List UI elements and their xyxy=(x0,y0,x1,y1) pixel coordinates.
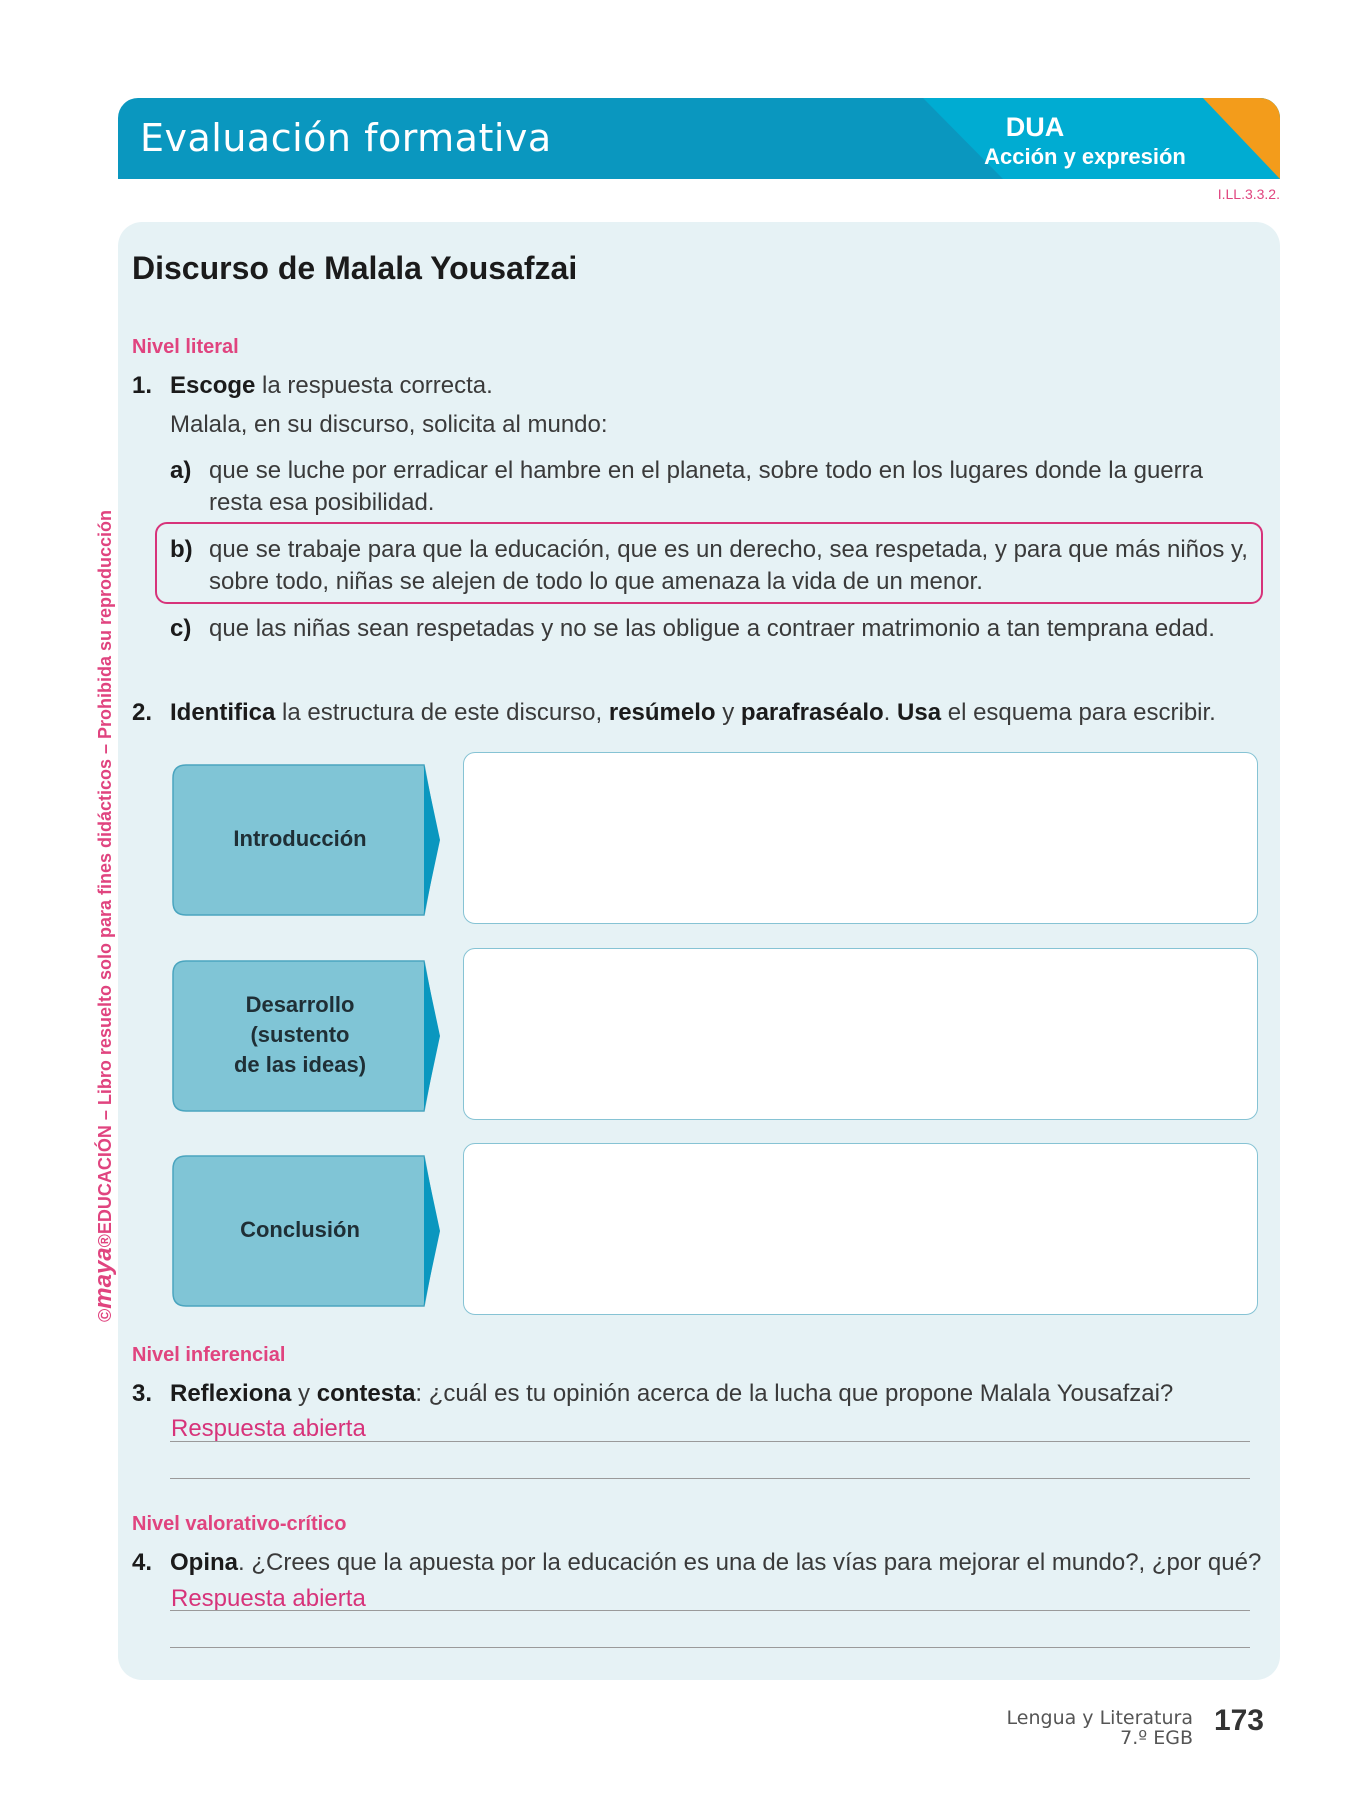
question-3-verb-1: Reflexiona xyxy=(170,1380,292,1407)
dua-title: DUA xyxy=(1005,112,1065,142)
level-inferencial-label: Nivel inferencial xyxy=(132,1344,286,1366)
answer-line xyxy=(170,1647,1250,1648)
option-a-text[interactable]: que se luche por erradicar el hambre en el planeta, sobre todo en los lugares donde la guerra resta esa posibilidad. xyxy=(209,457,1203,516)
scheme-answer-box-desarrollo[interactable] xyxy=(463,948,1258,1120)
question-4-text: . ¿Crees que la apuesta por la educación es una de las vías para mejorar el mundo?, ¿por qué? xyxy=(238,1549,1262,1576)
footer-subject-name: Lengua y Literatura xyxy=(1006,1707,1193,1729)
question-4-answer[interactable]: Respuesta abierta xyxy=(171,1585,366,1612)
option-c-text[interactable]: que las niñas sean respetadas y no se las obligue a contraer matrimonio a tan temprana edad. xyxy=(209,615,1215,642)
scheme-answer-box-conclusion[interactable] xyxy=(463,1143,1258,1315)
copyright-text: ®EDUCACIÓN – Libro resuelto solo para fines didácticos – Prohibida su reproducción xyxy=(95,509,115,1248)
section-title: Evaluación formativa xyxy=(140,116,552,160)
question-1-rest: la respuesta correcta. xyxy=(255,372,493,399)
question-3-answer[interactable]: Respuesta abierta xyxy=(171,1415,366,1442)
question-2-text-3: . xyxy=(883,699,898,726)
question-3-prompt xyxy=(170,1380,1173,1408)
scheme-label-desarrollo xyxy=(172,960,422,1110)
question-1-prompt xyxy=(170,372,493,400)
option-b-text[interactable]: que se trabaje para que la educación, que es un derecho, sea respetada, y para que más niños y, sobre todo, niñas se alejen de todo lo que amenaza la vida de un menor. xyxy=(209,536,1248,595)
question-2-verb-2: resúmelo xyxy=(608,699,716,726)
question-4-prompt xyxy=(170,1549,1261,1577)
scheme-label-text: Conclusión xyxy=(240,1217,360,1242)
option-a-letter: a) xyxy=(170,457,192,484)
page-number: 173 xyxy=(1213,1704,1264,1737)
question-1-verb: Escoge xyxy=(170,372,256,399)
activity-title: Discurso de Malala Yousafzai xyxy=(132,250,578,286)
answer-line xyxy=(170,1478,1250,1479)
copyright-symbol: © xyxy=(95,1308,115,1322)
option-c-letter: c) xyxy=(170,615,192,642)
question-1-number: 1. xyxy=(132,372,153,399)
question-2-verb-3: parafraséalo xyxy=(740,699,884,726)
footer-grade: 7.º EGB xyxy=(1120,1727,1193,1749)
level-literal-label: Nivel literal xyxy=(132,336,239,358)
question-2-verb-4: Usa xyxy=(897,699,942,726)
question-3-text-1: y xyxy=(291,1380,317,1407)
brand-logo: maya xyxy=(90,1247,117,1309)
question-3-verb-2: contesta xyxy=(316,1380,416,1407)
question-4-number: 4. xyxy=(132,1549,153,1576)
question-2-text-4: el esquema para escribir. xyxy=(941,699,1216,726)
footer-subject xyxy=(1007,1708,1193,1748)
level-valorativo-label: Nivel valorativo-crítico xyxy=(132,1513,347,1535)
scheme-label-text: Introducción xyxy=(233,826,367,851)
answer-line xyxy=(170,1441,1250,1442)
question-2-number: 2. xyxy=(132,699,153,726)
dua-subtitle: Acción y expresión xyxy=(984,144,1186,169)
header-banner xyxy=(118,98,1280,179)
scheme-label-text: Desarrollo (sustento de las ideas) xyxy=(233,992,367,1077)
question-2-verb-1: Identifica xyxy=(170,699,276,726)
question-2-text-1: la estructura de este discurso, xyxy=(275,699,609,726)
copyright-side-note xyxy=(90,510,118,1322)
scheme-answer-box-introduccion[interactable] xyxy=(463,752,1258,924)
scheme-label-introduccion xyxy=(172,764,422,914)
question-2-prompt xyxy=(170,699,1216,727)
answer-line xyxy=(170,1610,1250,1611)
question-1-stem: Malala, en su discurso, solicita al mundo: xyxy=(170,411,608,438)
indicator-code: I.LL.3.3.2. xyxy=(1217,186,1280,202)
scheme-label-conclusion xyxy=(172,1155,422,1305)
question-3-text-2: : ¿cuál es tu opinión acerca de la lucha que propone Malala Yousafzai? xyxy=(415,1380,1174,1407)
question-4-verb: Opina xyxy=(170,1549,239,1576)
option-b-letter: b) xyxy=(170,536,193,563)
question-3-number: 3. xyxy=(132,1380,153,1407)
question-2-text-2: y xyxy=(715,699,741,726)
